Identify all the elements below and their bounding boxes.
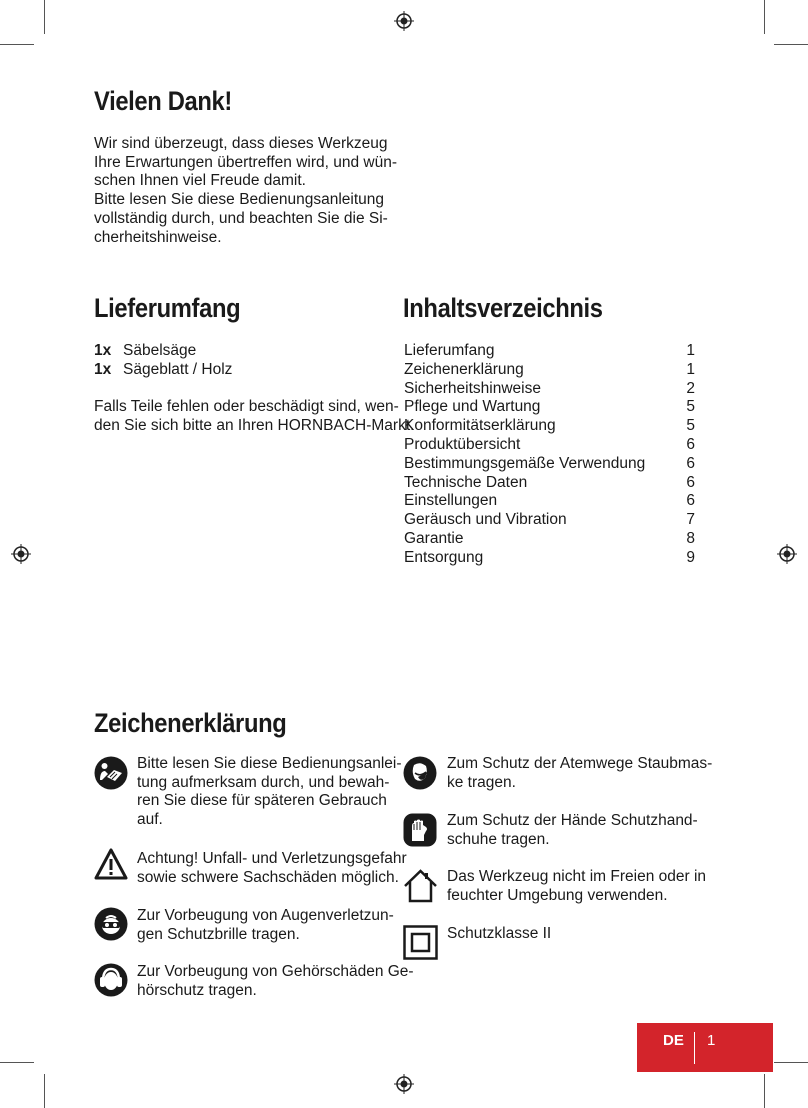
toc-entry[interactable] xyxy=(404,417,695,436)
toc-entry[interactable] xyxy=(404,511,695,530)
text-line: den Sie sich bitte an Ihren HORNBACH-Markt. xyxy=(94,416,415,434)
toc-entry[interactable] xyxy=(404,380,695,399)
scope-item xyxy=(94,342,196,361)
scope-qty: 1x xyxy=(94,361,112,378)
symbol-description xyxy=(447,925,695,944)
text-line: sowie schwere Sachschäden möglich. xyxy=(137,868,399,886)
toc-page: 6 xyxy=(686,454,695,472)
text-line: ren Sie diese für späteren Gebrauch xyxy=(137,792,387,810)
scope-title: Lieferumfang xyxy=(94,293,241,323)
divider xyxy=(694,1032,695,1064)
symbols-title: Zeichenerklärung xyxy=(94,708,287,738)
gloves-icon xyxy=(403,813,437,847)
symbol-description xyxy=(447,755,713,792)
toc-entry[interactable] xyxy=(404,361,695,380)
text-line: schen Ihnen viel Freude damit. xyxy=(94,172,306,190)
text-line: Bitte lesen Sie diese Bedienungsanleitung xyxy=(94,191,384,209)
scope-name: Säbelsäge xyxy=(123,342,197,359)
safety-goggles-icon xyxy=(94,907,128,941)
toc-page: 6 xyxy=(686,492,695,510)
scope-item xyxy=(94,361,232,380)
toc-page: 6 xyxy=(686,435,695,453)
crop-mark xyxy=(764,0,765,34)
toc-entry[interactable] xyxy=(404,455,695,474)
toc-label: Lieferumfang xyxy=(404,342,495,359)
symbol-description xyxy=(447,812,698,849)
symbol-description xyxy=(137,963,414,1000)
text-line: feuchter Umgebung verwenden. xyxy=(447,886,668,904)
toc-entry[interactable] xyxy=(404,530,695,549)
toc-label: Entsorgung xyxy=(404,548,484,566)
text-line: Zum Schutz der Atemwege Staubmas- xyxy=(447,755,713,772)
text-line: ke tragen. xyxy=(447,773,516,791)
toc-entry[interactable] xyxy=(404,398,695,417)
toc-entry[interactable] xyxy=(404,492,695,511)
text-line: Bitte lesen Sie diese Bedienungsanlei- xyxy=(137,755,402,772)
read-manual-icon xyxy=(94,756,128,790)
warning-triangle-icon xyxy=(94,848,128,880)
toc-page: 5 xyxy=(686,417,695,435)
toc-label: Produktübersicht xyxy=(404,435,521,453)
crop-mark xyxy=(44,0,45,34)
page-number: 1 xyxy=(707,1032,716,1049)
text-line: gen Schutzbrille tragen. xyxy=(137,925,300,943)
page-number-tab xyxy=(637,1023,773,1072)
symbol-description xyxy=(447,868,707,905)
toc-label: Geräusch und Vibration xyxy=(404,511,567,529)
toc-page: 9 xyxy=(686,548,695,566)
text-line: vollständig durch, und beachten Sie die Si- xyxy=(94,209,388,227)
text-line: Wir sind überzeugt, dass dieses Werkzeug xyxy=(94,135,388,152)
crop-mark xyxy=(44,1074,45,1108)
symbol-description xyxy=(137,755,402,830)
text-line: auf. xyxy=(137,811,163,829)
toc-entry[interactable] xyxy=(404,549,695,568)
toc-list xyxy=(404,342,695,568)
registration-mark-icon xyxy=(11,544,31,564)
text-line: schuhe tragen. xyxy=(447,830,550,848)
toc-label: Pflege und Wartung xyxy=(404,398,541,416)
text-line: Zum Schutz der Hände Schutzhand- xyxy=(447,812,698,829)
text-line: Das Werkzeug nicht im Freien oder in xyxy=(447,868,707,885)
symbol-description xyxy=(137,907,394,944)
toc-label: Einstellungen xyxy=(404,492,498,510)
protection-class-ii-icon xyxy=(403,925,438,960)
dust-mask-icon xyxy=(403,756,437,790)
thanks-title: Vielen Dank! xyxy=(94,86,232,116)
crop-mark xyxy=(0,44,34,45)
scope-name: Sägeblatt / Holz xyxy=(123,361,233,378)
toc-title: Inhaltsverzeichnis xyxy=(403,293,603,323)
toc-label: Technische Daten xyxy=(404,473,528,491)
toc-entry[interactable] xyxy=(404,436,695,455)
toc-label: Zeichenerklärung xyxy=(404,360,524,378)
ear-protection-icon xyxy=(94,963,128,997)
text-line: cherheitshinweise. xyxy=(94,228,222,246)
registration-mark-icon xyxy=(394,1074,414,1094)
toc-page: 6 xyxy=(686,473,695,491)
toc-entry[interactable] xyxy=(404,342,695,361)
language-code: DE xyxy=(663,1032,684,1049)
text-line: Zur Vorbeugung von Augenverletzun- xyxy=(137,907,394,924)
text-line: Falls Teile fehlen oder beschädigt sind, wen- xyxy=(94,398,399,415)
registration-mark-icon xyxy=(777,544,797,564)
crop-mark xyxy=(774,44,808,45)
toc-entry[interactable] xyxy=(404,474,695,493)
crop-mark xyxy=(774,1062,808,1063)
thanks-text xyxy=(94,135,397,247)
text-line: tung aufmerksam durch, und bewah- xyxy=(137,773,390,791)
toc-page: 1 xyxy=(686,342,695,359)
symbol-description xyxy=(137,850,407,887)
text-line: Schutzklasse II xyxy=(447,925,552,942)
scope-note xyxy=(94,398,415,435)
toc-label: Sicherheitshinweise xyxy=(404,379,541,397)
crop-mark xyxy=(0,1062,34,1063)
text-line: Ihre Erwartungen übertreffen wird, und wün- xyxy=(94,153,397,171)
text-line: Achtung! Unfall- und Verletzungsgefahr xyxy=(137,850,407,867)
crop-mark xyxy=(764,1074,765,1108)
text-line: hörschutz tragen. xyxy=(137,981,257,999)
indoor-use-only-icon xyxy=(403,869,438,903)
toc-page: 8 xyxy=(686,529,695,547)
toc-label: Bestimmungsgemäße Verwendung xyxy=(404,454,646,472)
registration-mark-icon xyxy=(394,11,414,31)
scope-qty: 1x xyxy=(94,342,112,359)
toc-label: Konformitätserklärung xyxy=(404,417,556,435)
toc-page: 7 xyxy=(686,511,695,529)
toc-page: 2 xyxy=(686,379,695,397)
text-line: Zur Vorbeugung von Gehörschäden Ge- xyxy=(137,963,414,980)
toc-label: Garantie xyxy=(404,529,464,547)
toc-page: 1 xyxy=(686,360,695,378)
toc-page: 5 xyxy=(686,398,695,416)
